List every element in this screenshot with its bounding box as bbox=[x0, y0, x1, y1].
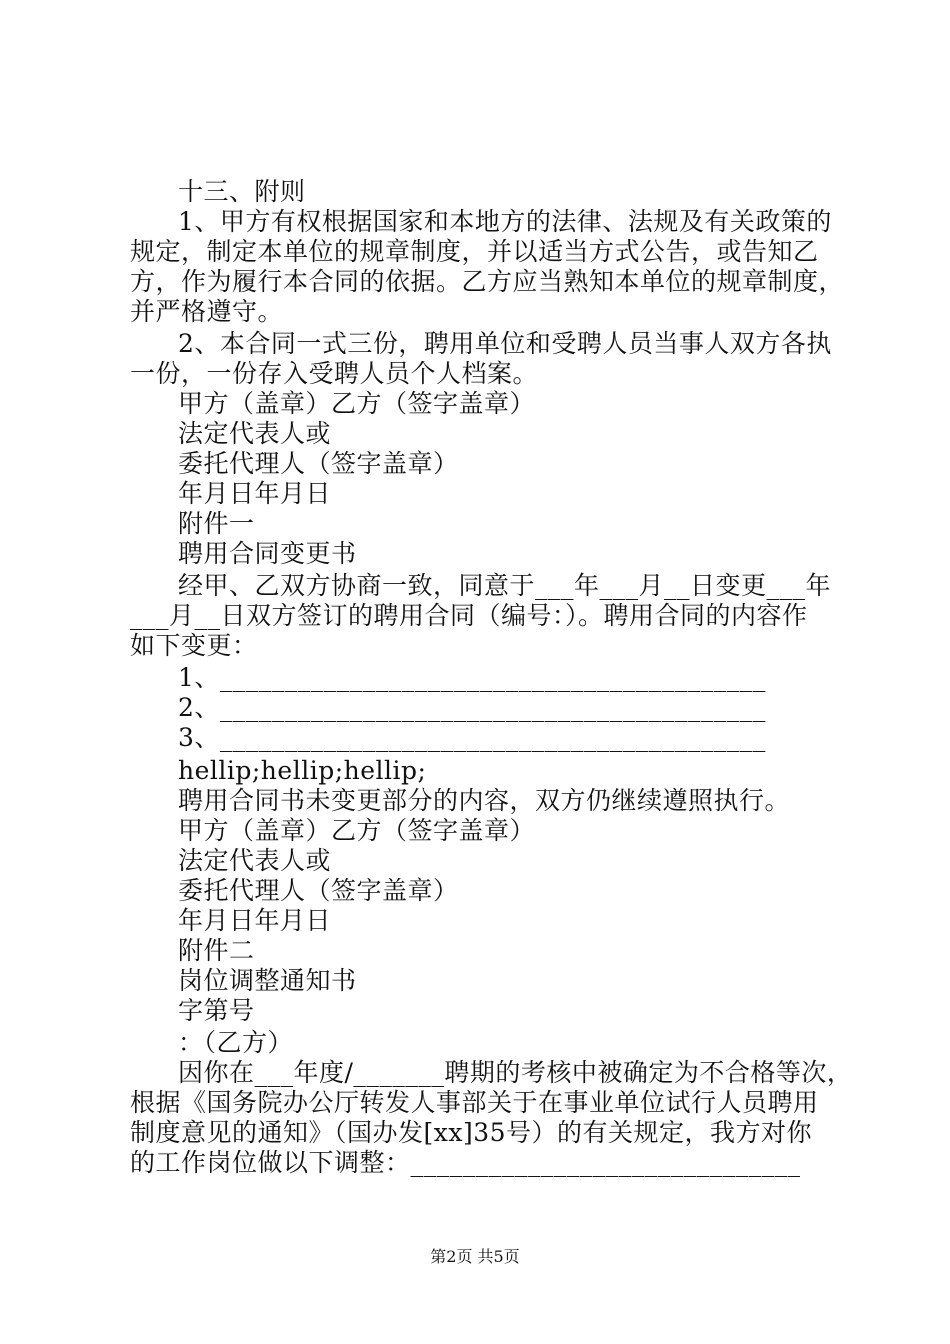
attachment-label: 附件一 bbox=[178, 509, 255, 538]
list-item: 1、__________________________________________ bbox=[178, 663, 766, 692]
paragraph-line: 规定，制定本单位的规章制度，并以适当方式公告，或告知乙 bbox=[130, 237, 819, 266]
paragraph-line: 如下变更： bbox=[130, 631, 258, 660]
attachment-title: 岗位调整通知书 bbox=[178, 966, 357, 995]
paragraph-line: ___月__日双方签订的聘用合同（编号：）。聘用合同的内容作 bbox=[130, 601, 808, 630]
document-number: 字第号 bbox=[178, 996, 255, 1025]
signature-line: 甲方（盖章）乙方（签字盖章） bbox=[178, 816, 536, 845]
signature-line: 甲方（盖章）乙方（签字盖章） bbox=[178, 389, 536, 418]
signature-line: 委托代理人（签字盖章） bbox=[178, 449, 459, 478]
signature-line: 法定代表人或 bbox=[178, 419, 332, 448]
date-line: 年月日年月日 bbox=[178, 479, 332, 508]
paragraph-line: 一份，一份存入受聘人员个人档案。 bbox=[130, 359, 539, 388]
paragraph-line: 因你在___年度/_______聘期的考核中被确定为不合格等次， bbox=[178, 1058, 853, 1087]
paragraph-line: 2、本合同一式三份，聘用单位和受聘人员当事人双方各执 bbox=[178, 329, 832, 358]
ellipsis-line: hellip;hellip;hellip; bbox=[178, 756, 427, 785]
paragraph-line: 聘用合同书未变更部分的内容，双方仍继续遵照执行。 bbox=[178, 786, 791, 815]
paragraph-line: 制度意见的通知》（国办发[xx]35号）的有关规定，我方对你 bbox=[130, 1118, 813, 1147]
paragraph-line: 的工作岗位做以下调整：______________________________ bbox=[130, 1148, 801, 1177]
paragraph-line: 并严格遵守。 bbox=[130, 297, 284, 326]
attachment-label: 附件二 bbox=[178, 936, 255, 965]
paragraph-line: 经甲、乙双方协商一致，同意于___年___月__日变更___年 bbox=[178, 571, 832, 600]
attachment-title: 聘用合同变更书 bbox=[178, 539, 357, 568]
date-line: 年月日年月日 bbox=[178, 906, 332, 935]
list-item: 3、__________________________________________ bbox=[178, 723, 766, 752]
signature-line: 法定代表人或 bbox=[178, 846, 332, 875]
paragraph-line: 1、甲方有权根据国家和本地方的法律、法规及有关政策的 bbox=[178, 207, 832, 236]
recipient-line: ：（乙方） bbox=[178, 1028, 294, 1057]
page-footer: 第2页 共5页 bbox=[430, 1247, 520, 1266]
paragraph-line: 根据《国务院办公厅转发人事部关于在事业单位试行人员聘用 bbox=[130, 1088, 819, 1117]
list-item: 2、__________________________________________ bbox=[178, 693, 766, 722]
paragraph-line: 方，作为履行本合同的依据。乙方应当熟知本单位的规章制度， bbox=[130, 267, 845, 296]
signature-line: 委托代理人（签字盖章） bbox=[178, 876, 459, 905]
section-heading: 十三、附则 bbox=[178, 177, 306, 206]
